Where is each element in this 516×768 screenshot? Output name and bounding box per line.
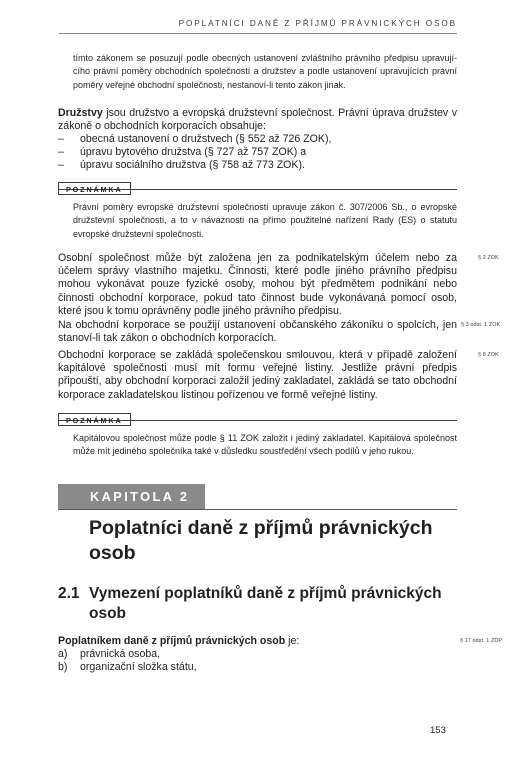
chapter-title: Poplatníci daně z příjmů právnických osob	[89, 517, 433, 564]
note-label: POZNÁMKA	[58, 182, 131, 195]
list-item-text: úpravu bytového družstva (§ 727 až 757 ZOK) a	[80, 146, 307, 159]
definition-paragraph	[58, 635, 457, 648]
header-rule	[59, 33, 457, 34]
list-item-text: organizační složka státu,	[80, 661, 197, 674]
definition-term: Poplatníkem daně z příjmů právnických osob	[58, 635, 286, 647]
list-item	[58, 159, 457, 172]
paragraph-spolky: Na obchodní korporace se použijí ustanovení občanského zákoníku o spolcích, jen stanoví-li tak zákon o obchodních korporacích.	[58, 319, 457, 345]
margin-reference: § 2 ZOK	[478, 255, 499, 261]
list-marker: a)	[58, 648, 68, 660]
note-text: Právní poměry evropské družstevní společnosti upravuje zákon č. 307/2006 Sb., o evropské družstevní společnosti, a to v návaznosti na přímo použitelné nařízení Rady (ES) o statutu evropské družstevní společnosti.	[73, 202, 457, 239]
margin-reference: § 3 odst. 1 ZOK	[461, 322, 501, 328]
list-item-text: úpravu sociálního družstva (§ 758 až 773 ZOK).	[80, 159, 305, 172]
list-item	[58, 133, 457, 146]
druzstvy-term: Družstvy	[58, 107, 103, 119]
running-header: POPLATNÍCI DANĚ Z PŘÍJMŮ PRÁVNICKÝCH OSOB	[178, 19, 457, 28]
list-dash: –	[58, 133, 64, 145]
list-item-text: právnická osoba,	[80, 648, 161, 660]
list-dash: –	[58, 159, 64, 172]
paragraph-zalozeni: Obchodní korporace se zakládá společenskou smlouvou, která v případě založení kapitálové společnosti musí mít formu veřejné listiny. Jestliže právní předpis připouští, aby obchodní korporaci založil jediný zakladatel, zakládá se tato obchodní korporace zakladatelskou listinou pořízenou ve formě veřejné listiny.	[58, 349, 457, 401]
section-title: Vymezení poplatníků daně z příjmů právnických osob	[89, 585, 442, 622]
list-item-text: obecná ustanovení o družstvech (§ 552 až 726 ZOK),	[80, 133, 332, 145]
chapter-label: KAPITOLA 2	[58, 484, 205, 509]
section-number: 2.1	[58, 585, 80, 602]
list-item	[58, 661, 457, 674]
definition-text: je:	[285, 635, 300, 647]
list-item	[58, 648, 457, 661]
chapter-rule	[58, 509, 457, 510]
intro-note-text: tímto zákonem se posuzují podle obecných ustanovení zvláštního právního předpisu upravujícího právní poměry obchodních společností a družstev a podle ustanovení upravujících právní poměry veřejné obchodní společnosti, nestanoví-li tento zákon jinak.	[73, 53, 457, 90]
druzstvy-list	[58, 133, 457, 173]
page-number: 153	[430, 725, 446, 736]
margin-reference: § 8 ZOK	[478, 352, 499, 358]
druzstvy-text: jsou družstvo a evropská družstevní společnost. Právní úprava družstev v zákoně o obchodních korporacích obsahuje:	[58, 107, 457, 133]
list-dash: –	[58, 146, 64, 159]
list-item	[58, 146, 457, 159]
note-label: POZNÁMKA	[58, 413, 131, 426]
druzstvy-paragraph	[58, 107, 457, 133]
paragraph-osobni-spolecnost: Osobní společnost může být založena jen za podnikatelským účelem nebo za účelem správy vlastního majetku. Činnosti, které podle jiného právního předpisu mohou vykonávat pouze fyzické osoby, mohou být předmětem podnikání nebo činnosti obchodní korporace, pokud tato činnost bude vykonávaná pomocí osob, které jsou k tomu oprávněny podle jiného právního předpisu.	[58, 252, 457, 317]
margin-reference: § 17 odst. 1 ZDP	[460, 638, 503, 644]
list-marker: b)	[58, 661, 68, 674]
definition-list	[58, 648, 457, 674]
note-text: Kapitálovou společnost může podle § 11 ZOK založit i jediný zakladatel. Kapitálová společnost může mít jediného společníka také v důsledku soustředění všech podílů v jeho rukou.	[73, 433, 457, 457]
